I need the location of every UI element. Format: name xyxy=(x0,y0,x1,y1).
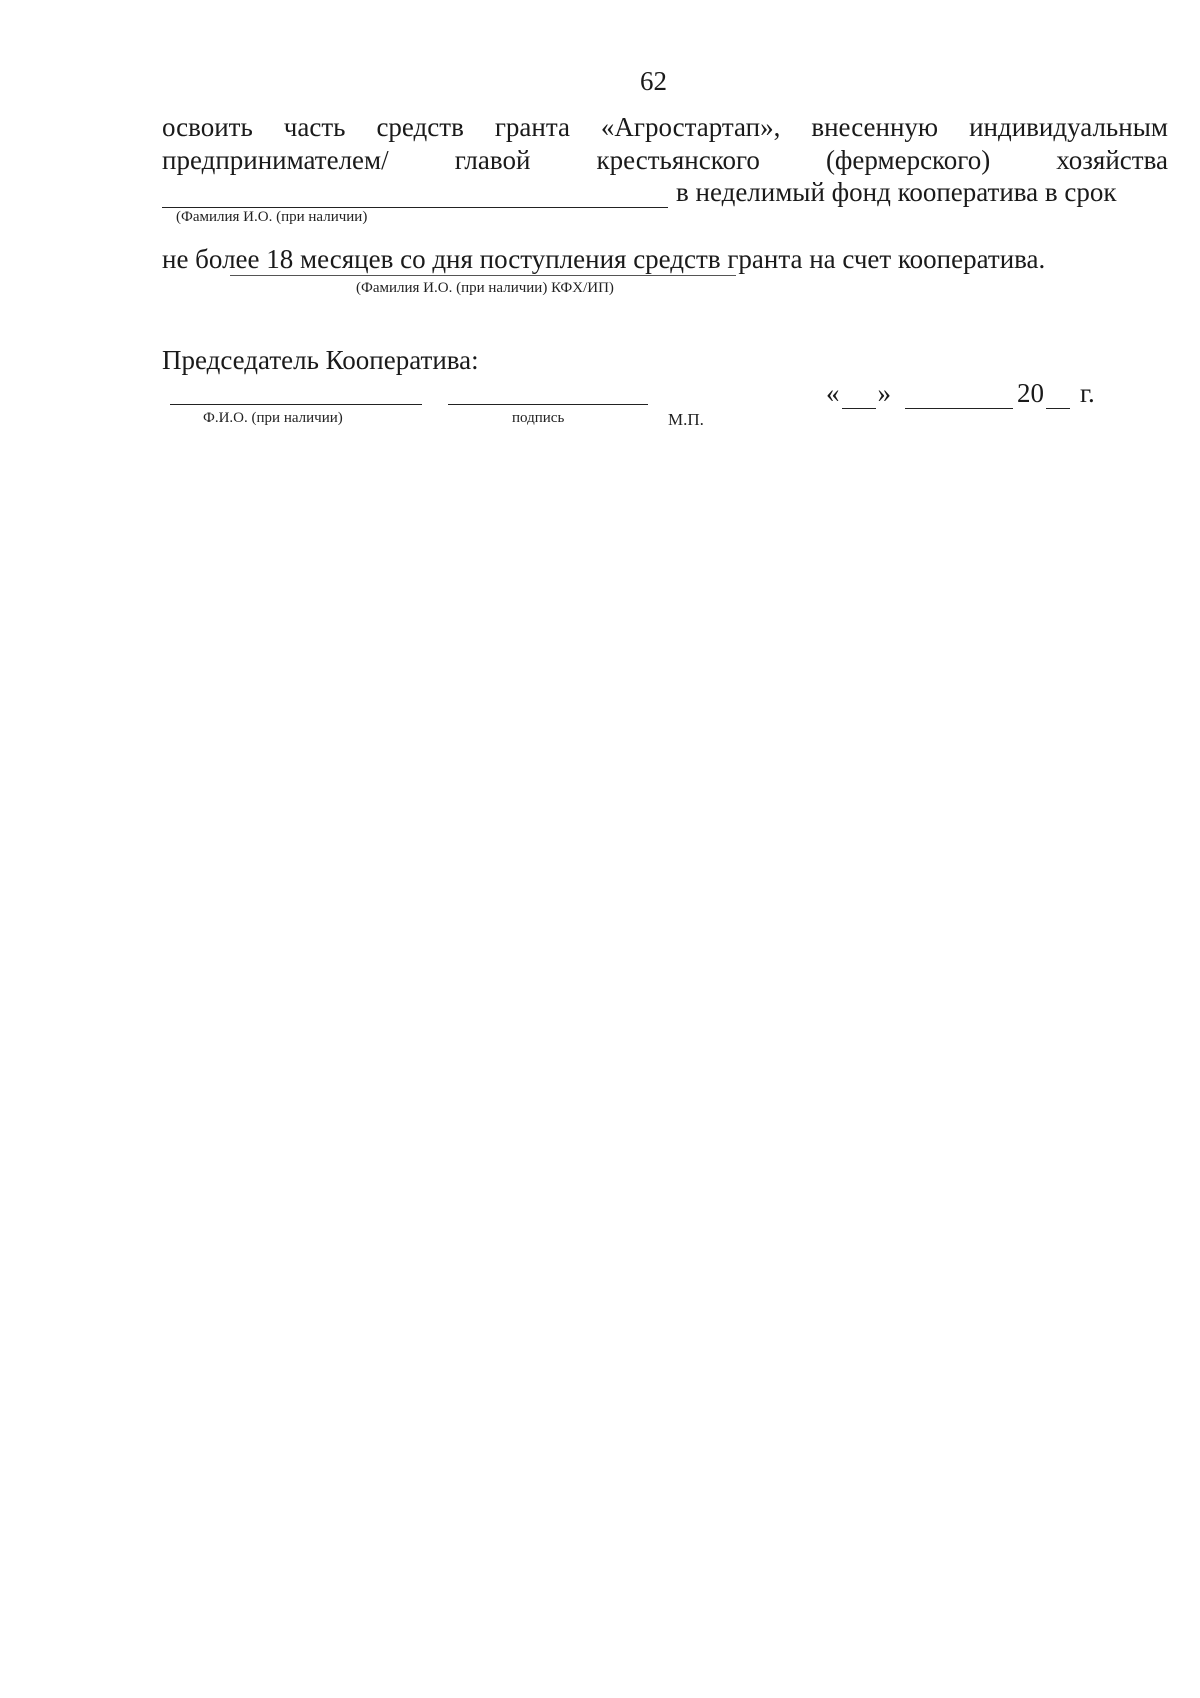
word: крестьянского xyxy=(596,145,760,175)
word: (фермерского) xyxy=(825,145,991,175)
kfh-name-caption: (Фамилия И.О. (при наличии) КФХ/ИП) xyxy=(356,280,614,296)
date-month-field[interactable] xyxy=(905,386,1013,409)
name-blank-field[interactable] xyxy=(162,183,668,208)
paragraph-line-4: не более 18 месяцев со дня поступления средств гранта на счет кооператива. xyxy=(162,244,1046,274)
kfh-name-underline[interactable] xyxy=(230,275,736,276)
word: хозяйства xyxy=(1056,145,1168,175)
paragraph-line-3 xyxy=(162,177,1168,208)
date-year-prefix: 20 xyxy=(1017,378,1044,408)
paragraph-line-1 xyxy=(162,112,1168,143)
date-year-field[interactable] xyxy=(1046,386,1070,409)
word: средств xyxy=(376,112,464,142)
date-year-suffix: г. xyxy=(1080,378,1095,408)
word: индивидуальным xyxy=(969,112,1168,142)
signature-field[interactable] xyxy=(448,404,648,405)
word: «Агростартап», xyxy=(600,112,781,142)
stamp-caption: М.П. xyxy=(668,410,704,429)
word: главой xyxy=(454,145,531,175)
paragraph-line-2 xyxy=(162,145,1168,176)
word: освоить xyxy=(162,112,253,142)
word: часть xyxy=(283,112,346,142)
date-close-quote: » xyxy=(877,378,891,408)
date-day-field[interactable] xyxy=(842,386,876,409)
chairman-label: Председатель Кооператива: xyxy=(162,345,479,375)
fio-signature-field[interactable] xyxy=(170,404,422,405)
word: внесенную xyxy=(811,112,939,142)
line-3-text: в неделимый фонд кооператива в срок xyxy=(676,177,1117,207)
date-open-quote: « xyxy=(826,378,840,408)
signature-caption: подпись xyxy=(512,410,565,426)
fio-caption: Ф.И.О. (при наличии) xyxy=(203,410,343,426)
word: гранта xyxy=(494,112,570,142)
page-number: 62 xyxy=(640,66,667,96)
name-caption: (Фамилия И.О. (при наличии) xyxy=(176,209,368,225)
word: предпринимателем/ xyxy=(162,145,389,175)
date-field-group xyxy=(826,378,1095,409)
